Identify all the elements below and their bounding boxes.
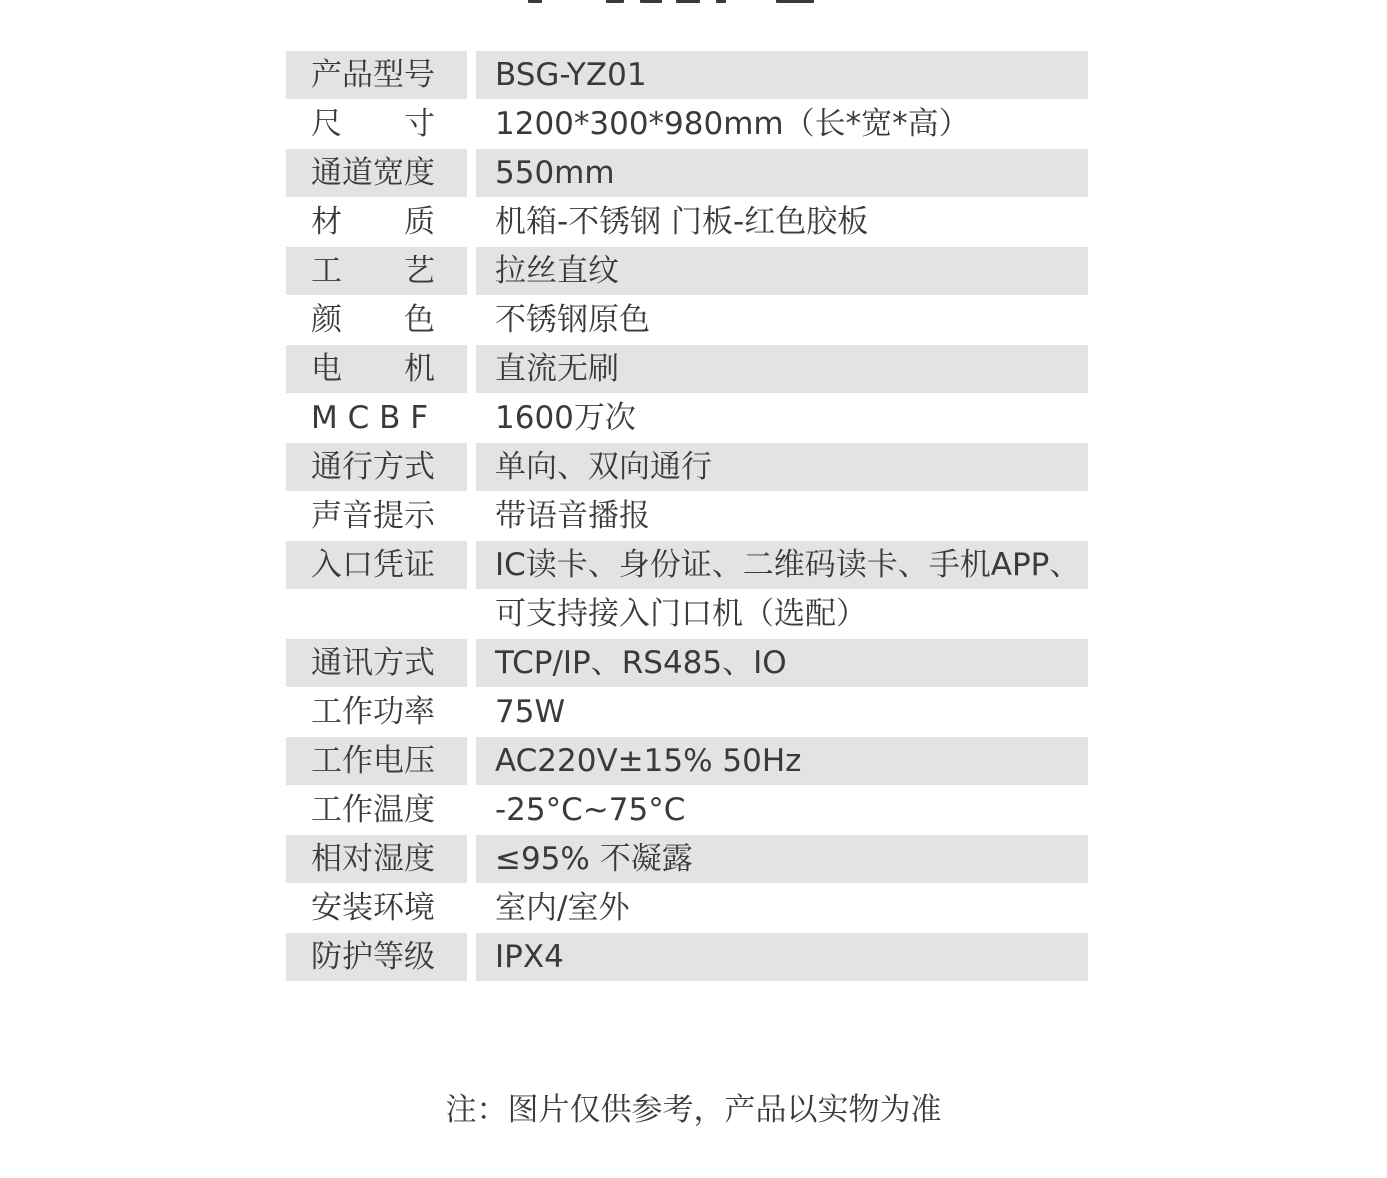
disclaimer-note: 注：图片仅供参考，产品以实物为准	[445, 1092, 942, 1128]
spec-row-voice-prompt	[286, 492, 1088, 541]
spec-value: 1600万次	[495, 400, 636, 436]
spec-value	[476, 541, 1088, 639]
spec-value: 不锈钢原色	[495, 302, 650, 338]
spec-label: 通讯方式	[286, 639, 467, 687]
spec-row-size	[286, 100, 1088, 149]
spec-value: 室内/室外	[495, 890, 630, 926]
spec-label: 电 机	[286, 345, 467, 393]
spec-label: 工 艺	[286, 247, 467, 295]
spec-row-channel-width	[286, 149, 1088, 198]
spec-label: 颜 色	[311, 302, 435, 338]
spec-label: 工作温度	[311, 792, 435, 828]
spec-row-motor	[286, 345, 1088, 394]
spec-label: 通行方式	[286, 443, 467, 491]
spec-label: 工作功率	[311, 694, 435, 730]
spec-row-entry-credential	[286, 541, 1088, 639]
spec-value: 直流无刷	[476, 345, 1088, 393]
spec-label: 防护等级	[286, 933, 467, 981]
spec-value: ≤95% 不凝露	[476, 835, 1088, 883]
spec-label: 入口凭证	[286, 541, 467, 589]
spec-value: AC220V±15% 50Hz	[476, 737, 1088, 785]
spec-row-protection	[286, 933, 1088, 982]
spec-value-line-2: 可支持接入门口机（选配）	[495, 596, 867, 632]
spec-row-humidity	[286, 835, 1088, 884]
spec-value: 单向、双向通行	[476, 443, 1088, 491]
spec-value: 550mm	[476, 149, 1088, 197]
spec-label: M C B F	[311, 400, 429, 436]
spec-row-power	[286, 688, 1088, 737]
spec-label: 材 质	[311, 204, 435, 240]
spec-value: 机箱-不锈钢 门板-红色胶板	[495, 204, 869, 240]
spec-value: IPX4	[476, 933, 1088, 981]
spec-value: TCP/IP、RS485、IO	[476, 639, 1088, 687]
spec-row-voltage	[286, 737, 1088, 786]
spec-row-color	[286, 296, 1088, 345]
spec-value-line-1: IC读卡、身份证、二维码读卡、手机APP、	[476, 541, 1088, 589]
cropped-heading-fragment	[0, 0, 1387, 8]
spec-value: -25°C~75°C	[495, 792, 686, 828]
spec-label: 工作电压	[286, 737, 467, 785]
spec-value: 1200*300*980mm（长*宽*高）	[495, 106, 970, 142]
spec-row-craft	[286, 247, 1088, 296]
spec-value: 75W	[495, 694, 566, 730]
spec-row-model	[286, 51, 1088, 100]
spec-row-passage-mode	[286, 443, 1088, 492]
spec-label: 声音提示	[311, 498, 435, 534]
spec-label: 相对湿度	[286, 835, 467, 883]
spec-label: 通道宽度	[286, 149, 467, 197]
spec-label: 安装环境	[311, 890, 435, 926]
spec-table	[286, 51, 1088, 982]
spec-value: 带语音播报	[495, 498, 650, 534]
spec-row-environment	[286, 884, 1088, 933]
spec-row-material	[286, 198, 1088, 247]
spec-label: 尺 寸	[311, 106, 435, 142]
spec-row-temperature	[286, 786, 1088, 835]
spec-label: 产品型号	[286, 51, 467, 99]
spec-row-mcbf	[286, 394, 1088, 443]
spec-value: BSG-YZ01	[476, 51, 1088, 99]
spec-row-communication	[286, 639, 1088, 688]
spec-value: 拉丝直纹	[476, 247, 1088, 295]
